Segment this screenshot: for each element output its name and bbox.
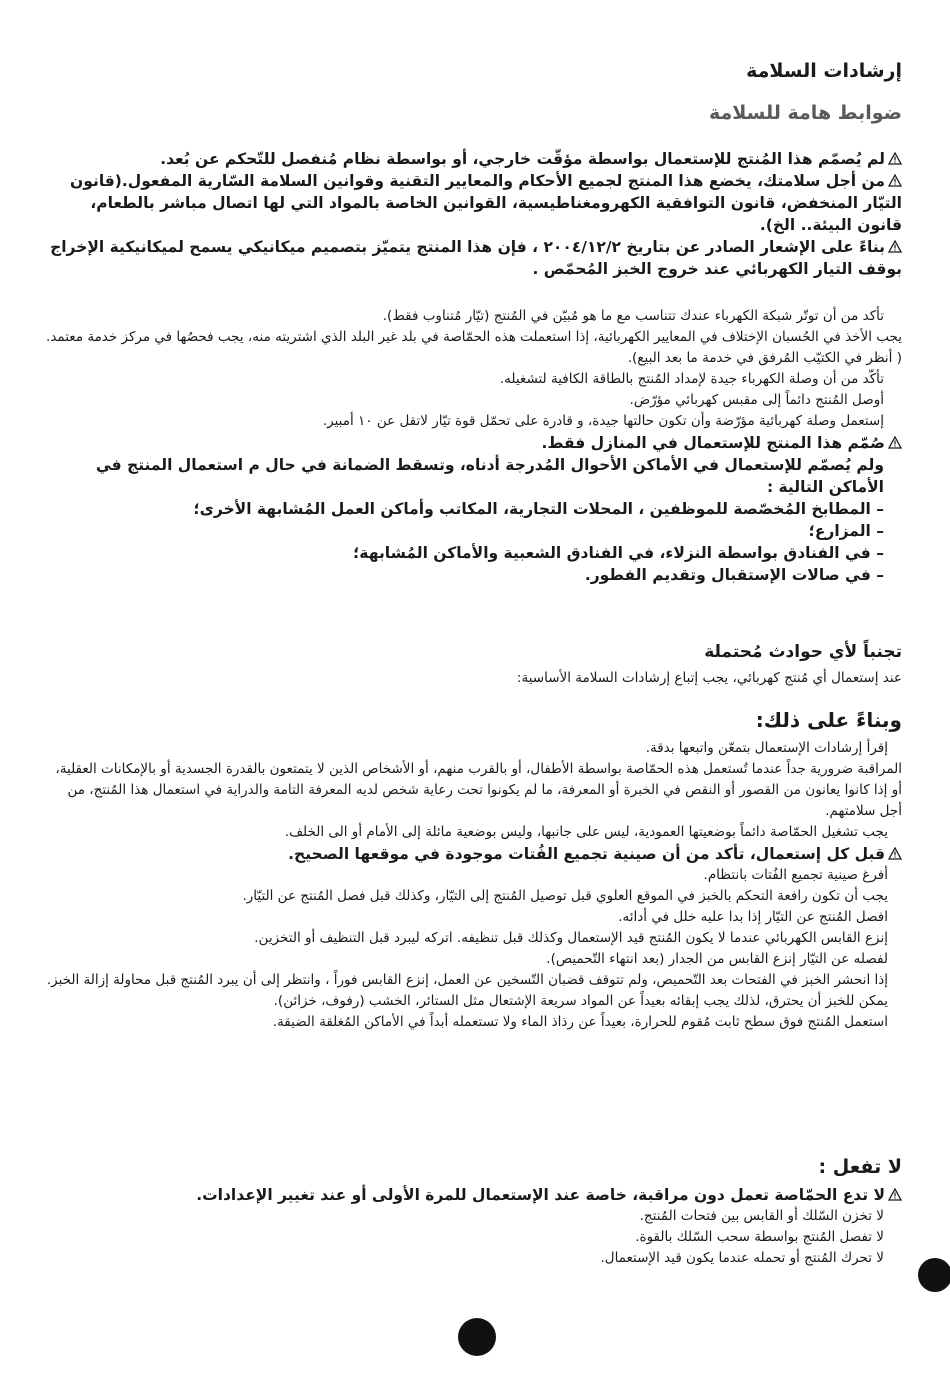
dont-item: لا تفصل المُنتج بواسطة سحب السّلك بالقوة.	[635, 1229, 884, 1245]
page-edge-dot	[918, 1258, 950, 1292]
note-item: تأكد من أن توتّر شبكة الكهرباء عندك تتناسب مع ما هو مُبيّن في المُنتج (تيّار مُتناوب فقط).	[382, 308, 884, 324]
before-use-item: إنزع القابس الكهربائي عندما لا يكون المُنتج قيد الإستعمال وكذلك قبل تنظيفه. اتركه ليبرد قبل التنظيف أو التخزين.	[254, 930, 888, 946]
accordingly-item: يجب تشغيل الحمّاصة دائماً بوضعيتها العمودية، ليس على جانبها، وليس بوضعية مائلة إلى الأمام أو الى الخلف.	[284, 824, 888, 840]
avoid-block	[42, 668, 902, 689]
page-subtitle: ضوابط هامة للسلامة	[708, 102, 902, 124]
not-designed-text: ولم يُصمّم للإستعمال في الأماكن الأحوال المُدرجة أدناه، وتسقط الضمانة في حال م استعمال المنتج في الأماكن التالية :	[95, 456, 884, 496]
place-item: – المزارع؛	[42, 520, 884, 542]
before-use-item: افصل المُنتج عن التيّار إذا بدا عليه خلل في أدائه.	[618, 909, 888, 925]
accordingly-item: إقرأ إرشادات الإستعمال بتمعّن واتبعها بدقة.	[645, 740, 888, 756]
before-use-item: استعمل المُنتج فوق سطح ثابت مُقوم للحرارة، بعيداً عن رذاذ الماء ولا تستعمله أبداً في الأماكن المُغلقة الضيقة.	[272, 1014, 888, 1030]
accordingly-title: وبناءً على ذلك:	[755, 708, 902, 732]
warning-item: من أجل سلامتك، يخضع هذا المنتج لجميع الأحكام والمعايير التقنية وقوانين السلامة السّارية المفعول.(قانون التيّار المنخفض، قانون التوافقية الكهرومغناطيسية، القوانين الخاصة بالمواد التي لها اتصال مباشر بالطعام، قانون البيئة.. الخ).	[70, 172, 902, 234]
note-item: تأكّد من أن وصلة الكهرباء جيدة لإمداد المُنتج بالطاقة الكافية لتشغيله.	[499, 371, 884, 387]
dont-block	[42, 1184, 902, 1269]
notes-block	[42, 306, 902, 586]
dont-item: لا تخزن السّلك أو القابس بين فتحات المُنتج.	[639, 1208, 884, 1224]
before-use-item: إذا انحشر الخبز في الفتحات بعد التّحميص، ولم تتوقف قضبان التّسخين عن العمل، إنزع القابس فوراً ، وانتظر إلى أن يبرد المُنتج قبل محاولة إزالة الخبز.	[46, 972, 888, 988]
dont-title: لا تفعل :	[818, 1156, 902, 1178]
avoid-title: تجنباً لأي حوادث مُحتملة	[704, 642, 902, 662]
note-item: إستعمل وصلة كهربائية مؤرّضة وأن تكون حالتها جيدة، و قادرة على تحمّل قوة تيّار لاتقل عن ١٠ أمبير.	[322, 413, 884, 429]
warning-triangle-icon	[888, 152, 902, 165]
before-use-item: يمكن للخبز أن يحترق، لذلك يجب إبقائه بعيداً عن المواد سريعة الإشتعال مثل الستائر، الخشب (رفوف، خزائن).	[273, 993, 888, 1009]
warning-triangle-icon	[888, 1188, 902, 1201]
place-item: – في الفنادق بواسطة النزلاء، في الفنادق الشعبية والأماكن المُشابهة؛	[42, 542, 884, 564]
page-title: إرشادات السلامة	[746, 60, 902, 82]
accordingly-item: المراقبة ضرورية جداً عندما تُستعمل هذه الحمّاصة بواسطة الأطفال، أو بالقرب منهم، أو الأشخاص الذين لا يتمتعون بالقدرة الجسدية أو بالإمكانات العقلية، أو إذا كانوا يعانون من القصور أو النقص في الخبرة أو المعرفة، ما لم يكونوا تحت رعاية شخص لديه المعرفة التامة والدراية في استعمال هذا المُنتج، من أجل سلامتهم.	[55, 761, 902, 819]
warnings-block	[42, 148, 902, 280]
warning-triangle-icon	[888, 240, 902, 253]
warning-item: لم يُصمّم هذا المُنتج للإستعمال بواسطة مؤقّت خارجي، أو بواسطة نظام مُنفصل للتّحكم عن بُعد.	[42, 148, 902, 170]
home-use-warning: صُمّم هذا المنتج للإستعمال في المنازل فقط.	[42, 432, 902, 454]
warning-triangle-icon	[888, 847, 902, 860]
warning-triangle-icon	[888, 174, 902, 187]
page-number-dot	[458, 1318, 496, 1356]
avoid-text: عند إستعمال أي مُنتج كهربائي، يجب إتباع إرشادات السلامة الأساسية:	[516, 670, 902, 686]
before-use-item: يجب أن تكون رافعة التحكم بالخبز في الموقع العلوي قبل توصيل المُنتج إلى التيّار، وكذلك قبل فصل المُنتج عن التيّار.	[242, 888, 888, 904]
dont-warning: لا تدع الحمّاصة تعمل دون مراقبة، خاصة عند الإستعمال للمرة الأولى أو عند تغيير الإعدادات.	[42, 1184, 902, 1206]
warning-item: بناءً على الإشعار الصادر عن بتاريخ ٢٠٠٤/١٢/٢ ، فإن هذا المنتج يتميّز بتصميم ميكانيكي يسمح لميكانيكية الإخراج بوقف التيار الكهربائي عند خروج الخبز المُحمّص .	[50, 238, 902, 278]
note-item: أوصل المُنتج دائماً إلى مقبس كهربائي مؤرّض.	[629, 392, 884, 408]
warning-triangle-icon	[888, 436, 902, 449]
note-item: يجب الأخذ في الحُسبان الإختلاف في المعايير الكهربائية، إذا استعملت هذه الحمّاصة في بلد غير البلد الذي اشتريته منه، يجب فحصُها في مركز خدمة معتمد. ( أنظر في الكتيّب المُرفق في خدمة ما بعد البيع).	[46, 329, 902, 366]
place-item: – المطابخ المُخصّصة للموظفين ، المحلات التجارية، المكاتب وأماكن العمل المُشابهة الأخرى؛	[42, 498, 884, 520]
accordingly-block	[42, 738, 902, 1033]
dont-item: لا تحرك المُنتج أو تحمله عندما يكون قيد الإستعمال.	[600, 1250, 884, 1266]
before-use-item: لفصله عن التيّار إنزع القابس من الجدار (بعد انتهاء التّحميص).	[546, 951, 888, 967]
before-use-item: أفرغ صينية تجميع الفُتات بانتظام.	[703, 867, 888, 883]
before-use-warning: قبل كل إستعمال، تأكد من أن صينية تجميع الفُتات موجودة في موقعها الصحيح.	[42, 843, 902, 865]
place-item: – في صالات الإستقبال وتقديم الفطور.	[42, 564, 884, 586]
